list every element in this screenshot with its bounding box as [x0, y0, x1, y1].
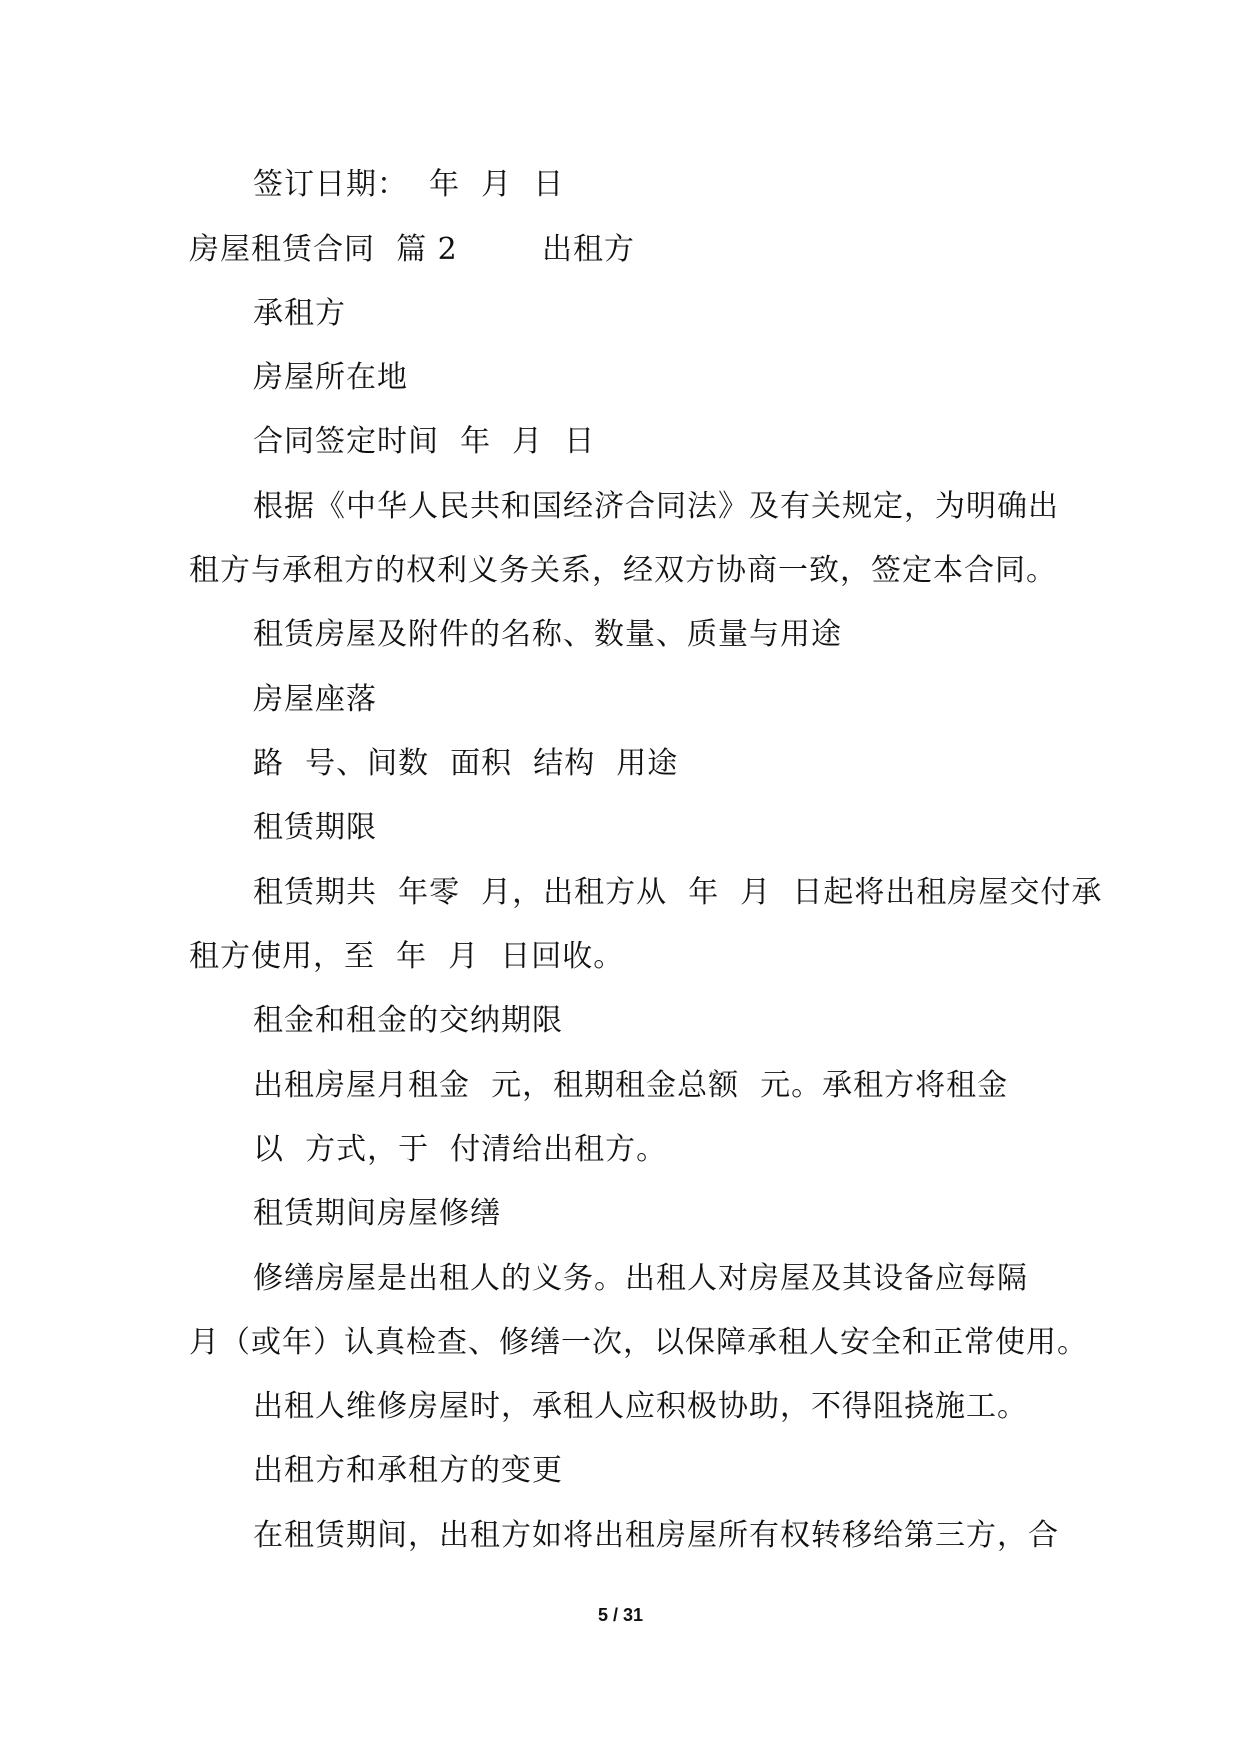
change-paragraph-line-1: 在租赁期间，出租方如将出租房屋所有权转移给第三方，合	[253, 1518, 1059, 1553]
section-heading-repair: 租赁期间房屋修缮	[253, 1196, 501, 1231]
lessee-line: 承租方	[253, 296, 346, 331]
rent-paragraph-line-2: 以 方式，于 付清给出租方。	[253, 1132, 668, 1167]
property-address-line: 房屋座落	[253, 682, 377, 717]
section-heading-term: 租赁期限	[253, 810, 377, 845]
preamble-line-2: 租方与承租方的权利义务关系，经双方协商一致，签定本合同。	[189, 553, 1057, 588]
section-heading-property: 租赁房屋及附件的名称、数量、质量与用途	[253, 617, 842, 652]
contract-title-line: 房屋租赁合同 篇 2 出租方	[189, 232, 635, 267]
repair-paragraph-line-3: 出租人维修房屋时，承租人应积极协助，不得阻挠施工。	[253, 1389, 1028, 1424]
contract-date-line: 合同签定时间 年 月 日	[253, 424, 596, 459]
page-number: 5 / 31	[597, 1605, 644, 1625]
rent-paragraph-line-1: 出租房屋月租金 元，租期租金总额 元。承租方将租金	[253, 1068, 1009, 1103]
section-heading-rent: 租金和租金的交纳期限	[253, 1003, 563, 1038]
repair-paragraph-line-1: 修缮房屋是出租人的义务。出租人对房屋及其设备应每隔	[253, 1261, 1028, 1296]
term-paragraph-line-1: 租赁期共 年零 月，出租方从 年 月 日起将出租房屋交付承	[253, 875, 1103, 910]
property-location-line: 房屋所在地	[253, 360, 408, 395]
section-heading-change: 出租方和承租方的变更	[253, 1453, 563, 1488]
signing-date-line: 签订日期： 年 月 日	[253, 167, 565, 202]
term-paragraph-line-2: 租方使用，至 年 月 日回收。	[189, 939, 625, 974]
property-details-line: 路 号、间数 面积 结构 用途	[253, 746, 679, 781]
repair-paragraph-line-2: 月（或年）认真检查、修缮一次，以保障承租人安全和正常使用。	[189, 1325, 1088, 1360]
preamble-line-1: 根据《中华人民共和国经济合同法》及有关规定，为明确出	[253, 489, 1059, 524]
